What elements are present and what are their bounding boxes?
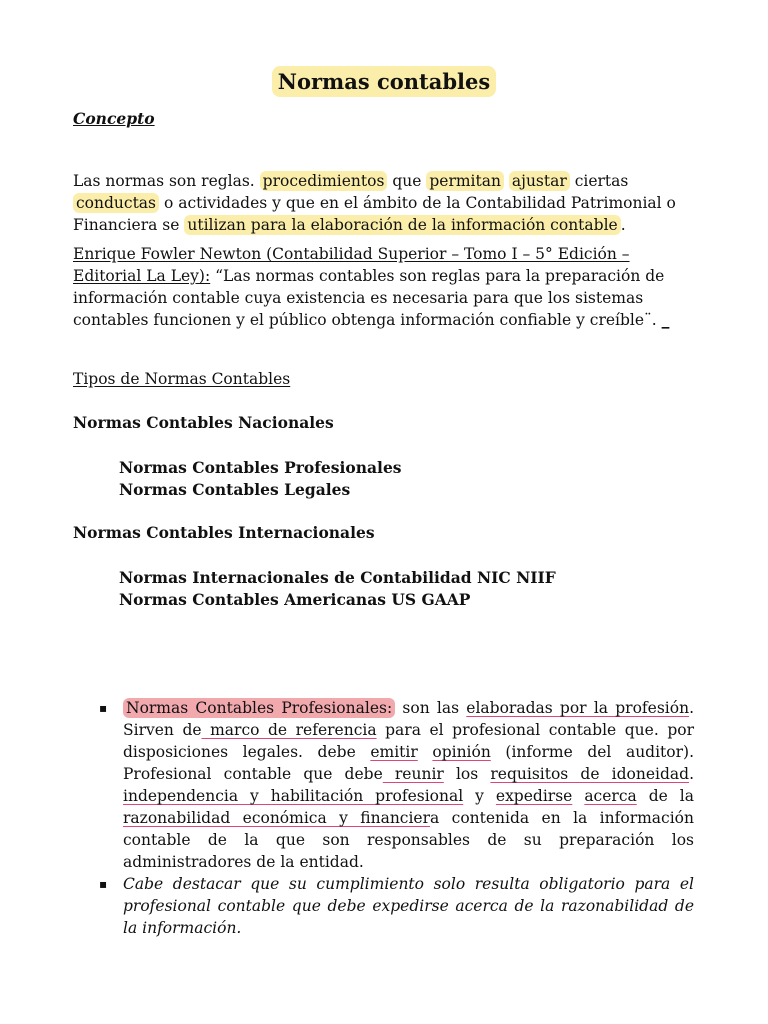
squiggle-text: opinión: [432, 743, 491, 761]
squiggle-text: emitir: [370, 743, 418, 761]
internacionales-heading: Normas Contables Internacionales: [73, 523, 375, 542]
squiggle-text: requisitos de idoneidad: [490, 765, 690, 783]
highlight-procedimientos: procedimientos: [260, 171, 388, 191]
definition-text-5: o actividades y que en el ámbito de la Contabilidad Patrimonial o Financiera se: [73, 194, 676, 234]
title-wrap: [0, 66, 768, 97]
definition-text-6: .: [620, 216, 626, 234]
bullet-text-italic: Cabe destacar que su cumplimiento solo resulta obligatorio para el profesional contable que debe expedirse acerca de la razonabilidad de la información.: [123, 875, 694, 937]
bullet-text: son las: [395, 699, 467, 717]
tipos-heading: Tipos de Normas Contables: [73, 370, 291, 388]
definition-paragraph: [73, 170, 693, 236]
page-title: Normas contables: [272, 66, 496, 97]
squiggle-text: acerca: [584, 787, 637, 805]
bullet-text: y: [463, 787, 496, 805]
internacionales-item: Normas Internacionales de Contabilidad NIC NIIF: [119, 568, 556, 587]
bullet-text: de la: [636, 787, 694, 805]
squiggle-text: razonabilidad económica y financier: [123, 809, 431, 827]
bullet-text: (informe del auditor). Profesional contable que debe: [123, 743, 695, 783]
squiggle-text: marco de referencia: [201, 721, 377, 739]
definition-text-4: ciertas: [569, 172, 629, 190]
squiggle-text: independencia y habilitación profesional: [123, 787, 464, 805]
definition-text-2: que: [387, 172, 427, 190]
nacionales-item: Normas Contables Legales: [119, 480, 351, 499]
squiggle-text: reunir: [382, 765, 444, 783]
citation-paragraph: [73, 243, 693, 331]
highlight-ajustar: ajustar: [509, 171, 570, 191]
definition-text-1: Las normas son reglas.: [73, 172, 260, 190]
bullet-text: [418, 743, 433, 761]
bullet-text: los: [443, 765, 491, 783]
citation-source: Enrique Fowler Newton (Contabilidad Superior – Tomo I – 5° Edición – Editorial La Ley):: [73, 245, 630, 285]
highlight-conductas: conductas: [73, 193, 159, 213]
citation-trail: _: [661, 311, 670, 329]
bullet-item-profesionales: [96, 697, 694, 873]
bullet-text: a contenida en la información contable de la que son responsables de su preparación los administradores de la entidad.: [123, 809, 694, 871]
internacionales-item: Normas Contables Americanas US GAAP: [119, 590, 471, 609]
square-bullet-icon: ▪: [99, 701, 108, 715]
highlight-utilizan: utilizan para la elaboración de la información contable: [184, 215, 620, 235]
bullet-text: [572, 787, 584, 805]
nacionales-heading: Normas Contables Nacionales: [73, 413, 334, 432]
bullet-text: . Sirven de: [123, 699, 694, 739]
concepto-heading: Concepto: [73, 109, 155, 128]
internacionales-list: [119, 567, 556, 611]
citation-quote: “Las normas contables son reglas para la preparación de información contable cuya existencia es necesaria para que los sistemas contables funcionen y el público obtenga información confiable y creíble¨.: [73, 267, 665, 329]
highlight-lead: Normas Contables Profesionales:: [123, 698, 395, 718]
nacionales-list: [119, 457, 402, 501]
bullet-item-obligatorio: [96, 873, 694, 939]
highlight-permitan: permitan: [426, 171, 504, 191]
squiggle-text: elaboradas por la profesión: [466, 699, 690, 717]
bullet-text: para el profesional contable que. por disposiciones legales. debe: [123, 721, 694, 761]
squiggle-text: expedirse: [495, 787, 573, 805]
nacionales-item: Normas Contables Profesionales: [119, 458, 402, 477]
square-bullet-icon: ▪: [99, 877, 108, 891]
bullet-list: [96, 697, 694, 939]
bullet-text: .: [689, 765, 694, 783]
